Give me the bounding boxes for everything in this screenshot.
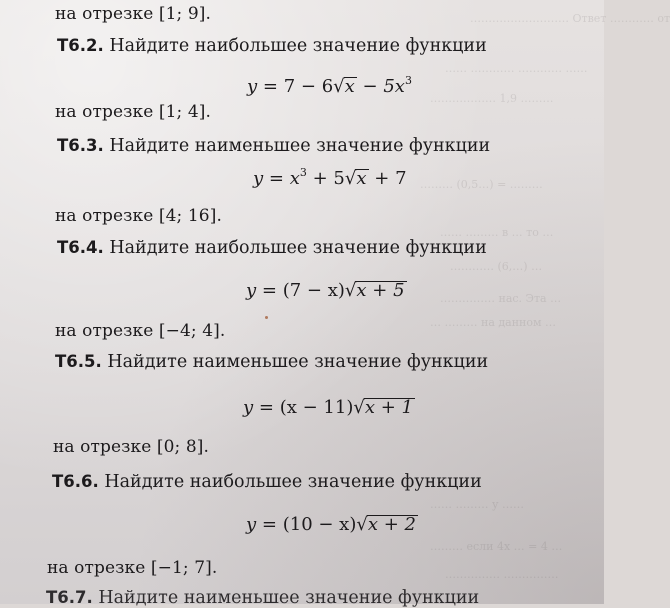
interval-line: на отрезке [−4; 4]. — [55, 321, 226, 341]
task-text: Найдите наименьшее значение функции — [98, 588, 480, 608]
formula-t6-6: y = (10 − x)√x + 2 — [246, 514, 416, 535]
formula-t6-5: y = (x − 11)√x + 1 — [243, 397, 413, 418]
interval-line: на отрезке [−1; 7]. — [47, 558, 218, 578]
task-number: Т6.4. — [57, 238, 104, 257]
task-number: Т6.5. — [55, 352, 102, 371]
task-text: Найдите наименьшее значение функции — [109, 136, 491, 156]
task-text: Найдите наибольшее значение функции — [104, 472, 482, 492]
formula-t6-2: $y = 7 - 6√x - 5x^3$ — [247, 74, 412, 97]
task-text: Найдите наибольшее значение функции — [109, 238, 487, 258]
textbook-page: ……………………… Ответ ………… от …… ………… ………… …… ……………… 1,9 ……… ……… (0,5…) = ……… …… ……… в … то … ………… (6,…) … …………… нас. Эта … … ……… на данном … …… ……… у …… ……… если 4х … = 4 … …………… …………… на отрезке [1; 9]. Т6.2. Найдите наибольшее значение функции $y = 7 - 6√x - 5x^3$ на отрезке [1; 4]. Т6.3. Найдите наименьшее значение функции $y = x^3 + 5√x + 7$ на отрезке [4; 16]. Т6.4. Найдите наибольшее значение функции y = (7 − x)√x + 5 на отрезке [−4; 4]. Т6.5. Найдите наименьшее значение функции y = (x − 11)√x + 1 на отрезке [0; 8]. Т6.6. Найдите наибольшее значение функции y = (10 − x)√x + 2 на отрезке [−1; 7]. Т6.7. Найдите наименьшее значение функции — [0, 0, 604, 604]
task-t6-4 — [57, 238, 487, 258]
task-text: Найдите наименьшее значение функции — [107, 352, 489, 372]
task-number: Т6.7. — [46, 588, 93, 607]
task-t6-7 — [46, 588, 479, 608]
task-number: Т6.2. — [57, 36, 104, 55]
interval-line: на отрезке [4; 16]. — [55, 206, 222, 226]
interval-line: на отрезке [1; 9]. — [55, 4, 212, 24]
task-t6-6 — [52, 472, 482, 492]
task-t6-3 — [57, 136, 490, 156]
task-text: Найдите наибольшее значение функции — [109, 36, 487, 56]
formula-t6-4: y = (7 − x)√x + 5 — [246, 280, 405, 301]
interval-line: на отрезке [0; 8]. — [53, 437, 210, 457]
formula-t6-3: $y = x^3 + 5√x + 7$ — [253, 166, 407, 189]
ink-speck — [265, 316, 268, 319]
task-t6-2 — [57, 36, 487, 56]
interval-line: на отрезке [1; 4]. — [55, 102, 212, 122]
task-t6-5 — [55, 352, 488, 372]
task-number: Т6.3. — [57, 136, 104, 155]
task-number: Т6.6. — [52, 472, 99, 491]
